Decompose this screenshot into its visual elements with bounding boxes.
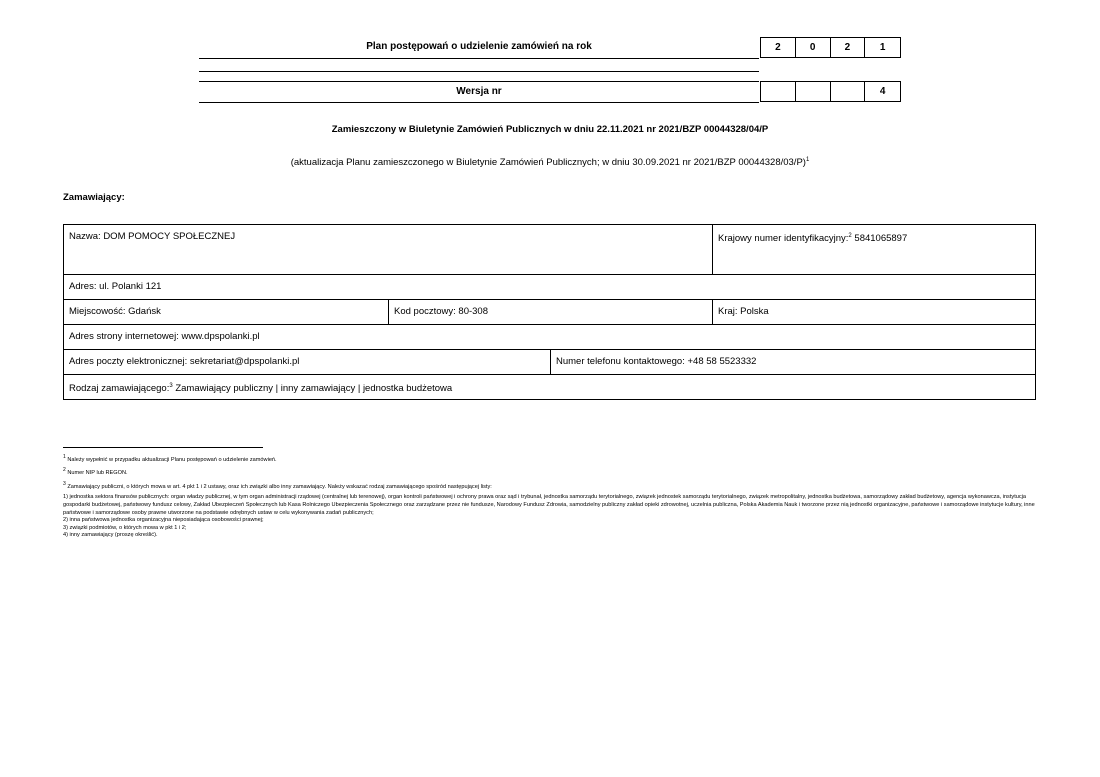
footnote-list-item: 1) jednostka sektora finansów publicznych: organ władzy publicznej, w tym organ administracji rządowej (centralnej lub terenowej), organ kontroli państwowej i ochrony prawa oraz sąd i trybunał, jednostka samorządu terytorialnego, związek jednostek samorządu terytorialnego, związek metropolitalny, jednostka budżetowa, samorządowy zakład budżetowy, agencja wykonawcza, instytucja gospodarki budżetowej, państwowy fundusz celowy, Zakład Ubezpieczeń Społecznych lub Kasa Rolniczego Ubezpieczenia Społecznego oraz zarządzane przez nie fundusze, Narodowy Fundusz Zdrowia, samodzielny publiczny zakład opieki zdrowotnej, uczelnia publiczna, Polska Akademia Nauk i tworzone przez nią jednostki organizacyjne, państwowe i samorządowe instytucje kultury, inne państwowe i samorządowe osoby prawne utworzone na podstawie odrębnych ustaw w celu wykonywania zadań publicznych; <box>63 494 1035 516</box>
version-digit: 4 <box>879 86 886 97</box>
footnotes <box>63 454 1038 540</box>
publication-line: Zamieszczony w Biuletynie Zamówień Publicznych w dniu 22.11.2021 nr 2021/BZP 00044328/04/P <box>331 124 769 135</box>
year-digit: 0 <box>796 38 831 57</box>
footnote-ref: 3 <box>169 383 173 389</box>
table-row <box>64 299 1035 324</box>
table-row <box>64 374 1035 399</box>
update-line <box>0 157 1100 168</box>
footnote-ref: 2 <box>848 233 852 239</box>
footnote-2 <box>63 467 1038 477</box>
buyer-type-label: Rodzaj zamawiającego: <box>69 383 170 395</box>
plan-title: Plan postępowań o udzielenie zamówień na rok <box>199 37 759 59</box>
footnote-divider <box>63 447 263 448</box>
year-digits <box>760 37 901 58</box>
buyer-table <box>63 224 1036 400</box>
footnote-text: Zamawiający publiczni, o których mowa w art. 4 pkt 1 i 2 ustawy, oraz ich związki albo inny zamawiający. Należy wskazać rodzaj zamawiającego spośród następującej listy: <box>67 483 492 490</box>
buyer-address: Adres: ul. Polanki 121 <box>69 281 162 292</box>
buyer-name: Nazwa: DOM POMOCY SPOŁECZNEJ <box>69 231 236 242</box>
table-row <box>64 274 1035 299</box>
buyer-email: Adres poczty elektronicznej: sekretariat@dpspolanki.pl <box>69 356 300 367</box>
buyer-postal-code: Kod pocztowy: 80-308 <box>388 300 712 324</box>
buyer-id <box>712 225 1035 274</box>
table-row <box>64 324 1035 349</box>
buyer-heading: Zamawiający: <box>63 192 125 203</box>
buyer-country: Kraj: Polska <box>712 300 1035 324</box>
year-digit: 1 <box>879 42 886 53</box>
divider <box>199 71 759 72</box>
footnote-list-item: 3) związki podmiotów, o których mowa w pkt 1 i 2; <box>63 524 187 531</box>
version-digits <box>760 81 901 102</box>
buyer-type-value: Zamawiający publiczny | inny zamawiający | jednostka budżetowa <box>172 383 453 395</box>
footnote-3 <box>63 481 1038 491</box>
footnote-text: Numer NIP lub REGON. <box>67 470 128 477</box>
buyer-phone: Numer telefonu kontaktowego: +48 58 5523332 <box>550 350 1035 374</box>
year-digit: 2 <box>831 38 866 57</box>
footnote-ref: 1 <box>805 157 810 163</box>
footnote-1 <box>63 454 1038 464</box>
footnote-number: 3 <box>63 480 66 487</box>
table-row <box>64 349 1035 374</box>
version-label: Wersja nr <box>199 81 759 103</box>
version-digit <box>831 82 866 101</box>
year-digit: 2 <box>761 38 796 57</box>
footnote-list-item: 4) inny zamawiający (proszę określić). <box>63 532 158 539</box>
buyer-website: Adres strony internetowej: www.dpspolanki.pl <box>69 331 260 342</box>
version-digit <box>796 82 831 101</box>
footnote-list-item: 2) inna państwowa jednostka organizacyjna nieposiadająca osobowości prawnej; <box>63 517 264 524</box>
update-text: (aktualizacja Planu zamieszczonego w Biuletynie Zamówień Publicznych; w dniu 30.09.2021 nr 2021/BZP 00044328/03/P) <box>290 157 806 169</box>
version-digit <box>761 82 796 101</box>
table-row <box>64 225 1035 274</box>
footnote-text: Należy wypełnić w przypadku aktualizacji Planu postępowań o udzielenie zamówień. <box>67 456 277 463</box>
buyer-id-value: 5841065897 <box>851 233 908 245</box>
buyer-id-label: Krajowy numer identyfikacyjny: <box>718 233 849 245</box>
footnote-number: 2 <box>63 467 66 474</box>
buyer-city: Miejscowość: Gdańsk <box>69 306 161 317</box>
buyer-type <box>64 375 1035 399</box>
footnote-number: 1 <box>63 454 66 460</box>
